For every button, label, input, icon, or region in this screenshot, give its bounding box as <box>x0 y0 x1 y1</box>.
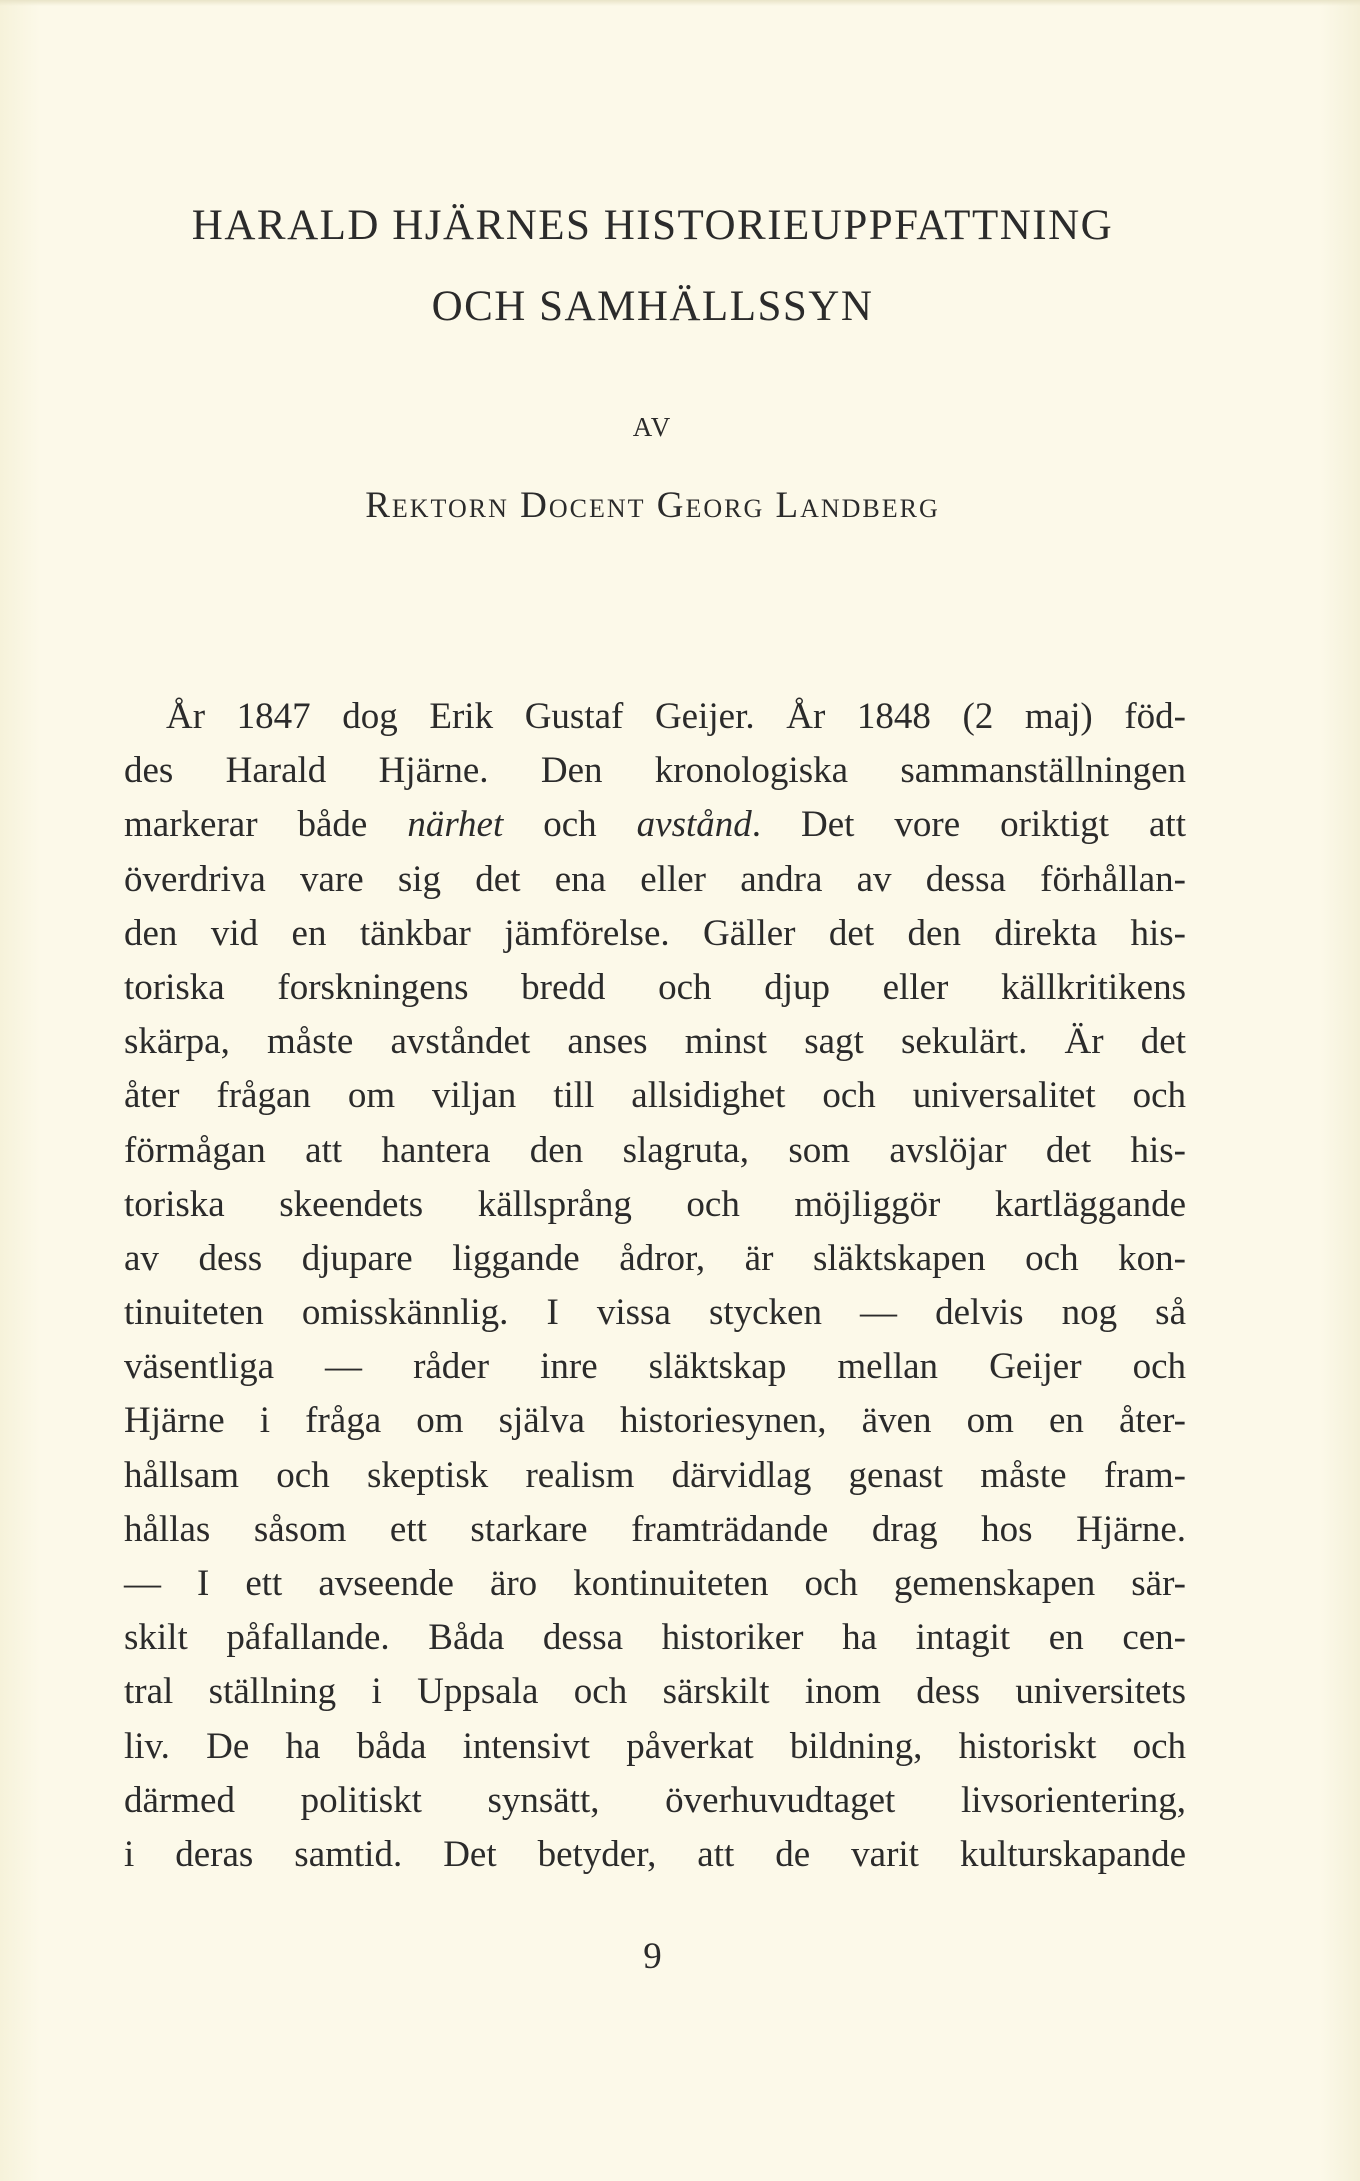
text-line: — I ett avseende äro kontinuiteten och gemenskapen sär- <box>124 1563 1186 1604</box>
text-segment: och <box>503 804 637 846</box>
text-line: År 1847 dog Erik Gustaf Geijer. År 1848 (2 maj) föd- <box>166 696 1186 737</box>
text-line: den vid en tänkbar jämförelse. Gäller det den direkta his- <box>124 912 1186 954</box>
text-line: liv. De ha båda intensivt påverkat bildning, historiskt och <box>124 1725 1186 1767</box>
text-line: skilt påfallande. Båda dessa historiker ha intagit en cen- <box>124 1617 1186 1659</box>
title-line-2: OCH SAMHÄLLSSYN <box>431 283 874 330</box>
text-segment: . Det vore oriktigt att <box>751 804 1186 846</box>
page-edge-shadow <box>0 0 1360 6</box>
byline: AV <box>632 412 673 442</box>
page-number: 9 <box>643 1936 662 1977</box>
italic-word: avstånd <box>636 804 752 846</box>
title-line-1: HARALD HJÄRNES HISTORIEUPPFATTNING <box>191 202 1114 249</box>
text-line: av dess djupare liggande ådror, är släktskapen och kon- <box>124 1237 1186 1279</box>
author-name: Rektorn Docent Georg Landberg <box>365 485 940 526</box>
text-line <box>124 798 1186 852</box>
text-line: skärpa, måste avståndet anses minst sagt sekulärt. Är det <box>124 1021 1186 1063</box>
text-segment: markerar både <box>124 804 408 846</box>
text-line: därmed politiskt synsätt, överhuvudtaget livsorientering, <box>124 1779 1186 1821</box>
italic-word: närhet <box>407 804 504 846</box>
body-paragraph <box>124 690 1186 1882</box>
text-line: åter frågan om viljan till allsidighet och universalitet och <box>124 1075 1186 1117</box>
text-line: tinuiteten omisskännlig. I vissa stycken — delvis nog så <box>124 1292 1186 1334</box>
text-line: Hjärne i fråga om själva historiesynen, även om en åter- <box>124 1400 1186 1442</box>
text-line: överdriva vare sig det ena eller andra av dessa förhållan- <box>124 858 1186 900</box>
text-line: i deras samtid. Det betyder, att de varit kulturskapande <box>124 1833 1186 1875</box>
text-line: väsentliga — råder inre släktskap mellan Geijer och <box>124 1346 1186 1388</box>
text-line: toriska skeendets källsprång och möjliggör kartläggande <box>124 1183 1186 1225</box>
text-line: hållsam och skeptisk realism därvidlag genast måste fram- <box>124 1454 1186 1496</box>
text-line: tral ställning i Uppsala och särskilt inom dess universitets <box>124 1671 1186 1713</box>
text-line: des Harald Hjärne. Den kronologiska sammanställningen <box>124 750 1186 792</box>
text-line: hållas såsom ett starkare framträdande drag hos Hjärne. <box>124 1508 1186 1550</box>
text-line: toriska forskningens bredd och djup eller källkritikens <box>124 966 1186 1008</box>
text-line: förmågan att hantera den slagruta, som avslöjar det his- <box>124 1129 1186 1171</box>
